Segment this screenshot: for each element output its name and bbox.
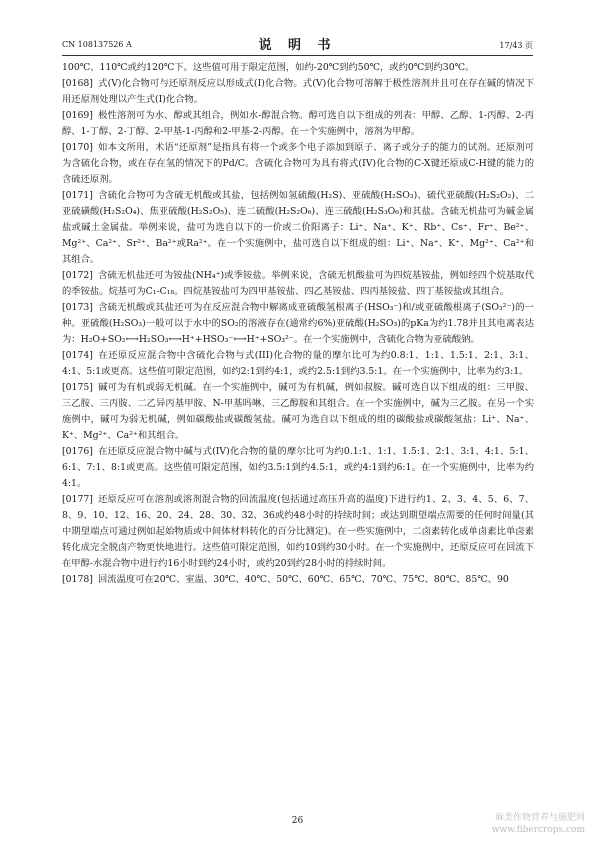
page-count: 17/43 页 [499, 41, 533, 50]
watermark-line-2: www.fibercrops.com [491, 825, 585, 835]
paragraph [62, 268, 534, 300]
paragraph [62, 380, 534, 444]
paragraph-number: [0168] [62, 78, 93, 89]
paragraph-number: [0176] [62, 446, 93, 457]
continuation-text: 100℃、110℃或约120℃下。这些值可用于限定范围，如约-20℃到约50℃，或约0℃到约30℃。 [62, 62, 475, 73]
paragraph-number: [0178] [62, 574, 93, 585]
paragraph [62, 492, 534, 572]
paragraph-number: [0172] [62, 270, 93, 281]
section-title: 说 明 书 [258, 38, 337, 53]
paragraph-text: 碱可为有机或弱无机碱。在一个实施例中，碱可为有机碱，例如叔胺。碱可选自以下组成的组：三甲胺、三乙胺、三丙胺、二乙异丙基甲胺、N-甲基吗啉、三乙醇胺和其组合。在一个实施例中，碱为三乙胺。在另一个实施例中，碱可为弱无机碱，例如碳酸盐或碳酸氢盐。碱可为选自以下组成的组的碳酸盐或碳酸氢盐：Li⁺、Na⁺、K⁺、Mg²⁺、Ca²⁺和其组合。 [62, 382, 534, 441]
paragraph-list [62, 76, 534, 588]
page-header [62, 34, 533, 52]
paragraph [62, 188, 534, 268]
paragraph-number: [0175] [62, 382, 93, 393]
paragraph [62, 140, 534, 188]
paragraph [62, 108, 534, 140]
paragraph-number: [0177] [62, 494, 93, 505]
paragraph [62, 572, 534, 588]
paragraph-text: 含硫无机盐还可为铵盐(NH₄⁺)或季铵盐。举例来说，含硫无机酸盐可为四烷基铵盐，例如经四个烷基取代的季铵盐。烷基可为C₁-C₁₈。四烷基铵盐可为四甲基铵盐、四乙基铵盐、四丙基铵盐、四丁基铵盐或其组合。 [62, 270, 534, 297]
paragraph-number: [0173] [62, 302, 93, 313]
paragraph-number: [0171] [62, 190, 93, 201]
paragraph [62, 348, 534, 380]
paragraph-text: 含硫无机酸或其盐还可为在反应混合物中解离成亚硫酸氢根离子(HSO₃⁻)和/或亚硫酸根离子(SO₃²⁻)的一种。亚硫酸(H₂SO₃)一般可以于水中的SO₂的溶液存在(通常约6%)亚硫酸(H₂SO₃)的pKa为约1.78并且其电离表达为：H₂O+SO₂⟷H₂SO₃⟷H⁺+HSO₃⁻⟷H⁺+SO₃²⁻。在一个实施例中，含硫化合物为亚硫酸钠。 [62, 302, 534, 345]
paragraph-text: 还原反应可在溶剂或溶剂混合物的回流温度(包括通过高压升高的温度)下进行约1、2、3、4、5、6、7、8、9、10、12、16、20、24、28、30、32、36或约48小时的持续时间；或达到期望端点需要的任何时间量(其中期望端点可通过例如起始物质或中间体材料转化的百分比测定)。在一些实施例中，二卤素转化成单卤素比单卤素转化成完全脱卤产物更快地进行。这些值可限定范围，如约10到约30小时。在一个实施例中，还原反应可在回流下在甲醇-水混合物中进行约16小时到约24小时，或约20到约28小时的持续时间。 [62, 494, 534, 569]
paragraph [62, 76, 534, 108]
paragraph-text: 在还原反应混合物中碱与式(IV)化合物的量的摩尔比可为约0.1:1、1:1、1.5:1、2:1、3:1、4:1、5:1、6:1、7:1、8:1或更高。这些值可限定范围，如约3.5:1到约4.5:1，或约4:1到约6:1。在一个实施例中，比率为约4:1。 [62, 446, 534, 489]
paragraph-number: [0174] [62, 350, 93, 361]
paragraph-text: 回流温度可在20℃、室温、30℃、40℃、50℃、60℃、65℃、70℃、75℃、80℃、85℃、90 [98, 574, 509, 585]
patent-number: CN 108137526 A [62, 40, 132, 49]
paragraph-text: 如本文所用，术语“还原剂”是指具有将一个或多个电子添加到原子、离子或分子的能力的试剂。还原剂可为含硫化合物，或在存在氢的情况下的Pd/C。含硫化合物可为具有将式(IV)化合物的C-X键还原成C-H键的能力的含硫还原剂。 [62, 142, 534, 185]
paragraph-number: [0169] [62, 110, 93, 121]
document-body [62, 60, 534, 588]
watermark-line-1: 麻类作物营养与施肥网 [494, 813, 585, 823]
paragraph-text: 含硫化合物可为含硫无机酸或其盐，包括例如氢硫酸(H₂S)、亚硫酸(H₂SO₃)、硫代亚硫酸(H₂S₂O₂)、二亚硫磺酸(H₂S₂O₄)、焦亚硫酸(H₂S₂O₅)、连二硫酸(H₂S₂O₆)、连三硫酸(H₂S₃O₆)和其盐。含硫无机盐可为碱金属盐或碱土金属盐。举例来说，盐可为选自以下的一价或二价阳离子：Li⁺、Na⁺、K⁺、Rb⁺、Cs⁺、Fr⁺、Be²⁺、Mg²⁺、Ca²⁺、Sr²⁺、Ba²⁺或Ra²⁺。在一个实施例中，盐可选自以下组成的组：Li⁺、Na⁺、K⁺、Mg²⁺、Ca²⁺和其组合。 [62, 190, 534, 265]
paragraph-text: 在还原反应混合物中含硫化合物与式(III)化合物的量的摩尔比可为约0.8:1、1:1、1.5:1、2:1、3:1、4:1、5:1或更高。这些值可限定范围，如约2:1到约4:1，或约2.5:1到约3.5:1。在一个实施例中，比率为约3:1。 [62, 350, 534, 377]
paragraph-text: 极性溶剂可为水、醇或其组合，例如水-醇混合物。醇可选自以下组成的列表：甲醇、乙醇、1-丙醇、2-丙醇、1-丁醇、2-丁醇、2-甲基-1-丙醇和2-甲基-2-丙醇。在一个实施例中，溶剂为甲醇。 [62, 110, 534, 137]
paragraph [62, 300, 534, 348]
paragraph-number: [0170] [62, 142, 93, 153]
paragraph [62, 444, 534, 492]
watermark [492, 812, 585, 836]
paragraph-text: 式(V)化合物可与还原剂反应以形成式(I)化合物。式(V)化合物可溶解于极性溶剂并且可在存在碱的情况下用还原剂处理以产生式(I)化合物。 [62, 78, 534, 105]
header-rule [62, 55, 533, 56]
page-number: 26 [291, 816, 304, 826]
